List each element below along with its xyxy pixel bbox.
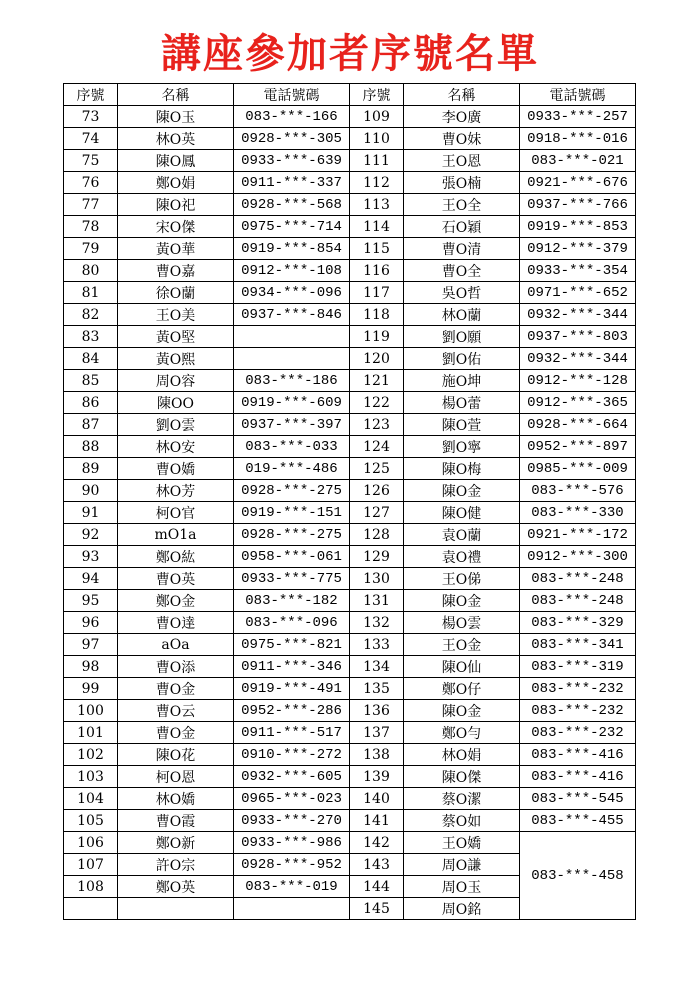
seq-cell: 84: [64, 348, 118, 370]
seq-cell: 127: [350, 502, 404, 524]
name-cell: 黃O熙: [118, 348, 234, 370]
name-cell: 徐O蘭: [118, 282, 234, 304]
phone-cell: [234, 898, 350, 920]
seq-cell: 105: [64, 810, 118, 832]
seq-cell: 103: [64, 766, 118, 788]
seq-cell: 73: [64, 106, 118, 128]
name-cell: 袁O蘭: [404, 524, 520, 546]
name-cell: 陳O祀: [118, 194, 234, 216]
phone-cell: 0933-***-639: [234, 150, 350, 172]
name-cell: 曹O霞: [118, 810, 234, 832]
seq-cell: 110: [350, 128, 404, 150]
name-cell: 鄭O娟: [118, 172, 234, 194]
table-row: [64, 150, 636, 172]
seq-cell: 123: [350, 414, 404, 436]
seq-cell: 143: [350, 854, 404, 876]
table-row: [64, 326, 636, 348]
phone-cell: 0919-***-491: [234, 678, 350, 700]
name-cell: 劉O寧: [404, 436, 520, 458]
phone-cell: 0934-***-096: [234, 282, 350, 304]
phone-cell: 083-***-329: [520, 612, 636, 634]
table-row: [64, 128, 636, 150]
seq-cell: 145: [350, 898, 404, 920]
table-row: [64, 524, 636, 546]
seq-cell: 130: [350, 568, 404, 590]
seq-cell: 113: [350, 194, 404, 216]
phone-cell: 083-***-545: [520, 788, 636, 810]
table-row: [64, 656, 636, 678]
seq-cell: 138: [350, 744, 404, 766]
name-cell: 曹O云: [118, 700, 234, 722]
name-cell: 陳O金: [404, 590, 520, 612]
seq-cell: 93: [64, 546, 118, 568]
name-cell: 吳O哲: [404, 282, 520, 304]
name-cell: 王O俤: [404, 568, 520, 590]
phone-cell: 0975-***-821: [234, 634, 350, 656]
table-row: [64, 106, 636, 128]
seq-cell: 140: [350, 788, 404, 810]
table-row: [64, 260, 636, 282]
phone-cell: 0928-***-275: [234, 480, 350, 502]
phone-cell: 0919-***-853: [520, 216, 636, 238]
table-row: [64, 744, 636, 766]
name-cell: 曹O達: [118, 612, 234, 634]
seq-cell: 111: [350, 150, 404, 172]
name-cell: 劉O佑: [404, 348, 520, 370]
name-cell: 周O玉: [404, 876, 520, 898]
seq-cell: 95: [64, 590, 118, 612]
name-cell: 曹O妹: [404, 128, 520, 150]
seq-cell: 125: [350, 458, 404, 480]
table-row: [64, 568, 636, 590]
phone-cell: 0919-***-151: [234, 502, 350, 524]
name-cell: 袁O禮: [404, 546, 520, 568]
seq-cell: 102: [64, 744, 118, 766]
seq-cell: 135: [350, 678, 404, 700]
phone-cell: 083-***-232: [520, 722, 636, 744]
seq-cell: 104: [64, 788, 118, 810]
phone-cell: 083-***-576: [520, 480, 636, 502]
seq-cell: 85: [64, 370, 118, 392]
seq-cell: 91: [64, 502, 118, 524]
name-cell: 王O恩: [404, 150, 520, 172]
name-cell: 黃O華: [118, 238, 234, 260]
phone-cell: 0928-***-664: [520, 414, 636, 436]
phone-cell: 0912-***-300: [520, 546, 636, 568]
phone-cell: 0910-***-272: [234, 744, 350, 766]
table-row: [64, 304, 636, 326]
seq-cell: 137: [350, 722, 404, 744]
seq-cell: 121: [350, 370, 404, 392]
name-cell: 陳OO: [118, 392, 234, 414]
phone-cell: 0937-***-397: [234, 414, 350, 436]
name-cell: 許O宗: [118, 854, 234, 876]
header-phone-left: 電話號碼: [234, 84, 350, 106]
seq-cell: 89: [64, 458, 118, 480]
phone-cell: [234, 348, 350, 370]
name-cell: 王O嬌: [404, 832, 520, 854]
table-row: [64, 634, 636, 656]
phone-cell: 083-***-096: [234, 612, 350, 634]
seq-cell: 144: [350, 876, 404, 898]
seq-cell: 109: [350, 106, 404, 128]
name-cell: 曹O嬌: [118, 458, 234, 480]
phone-cell: 083-***-186: [234, 370, 350, 392]
phone-cell: 083-***-455: [520, 810, 636, 832]
seq-cell: 136: [350, 700, 404, 722]
seq-cell: 92: [64, 524, 118, 546]
name-cell: 陳O玉: [118, 106, 234, 128]
table-row: [64, 172, 636, 194]
phone-cell: 0932-***-344: [520, 348, 636, 370]
name-cell: 陳O金: [404, 480, 520, 502]
table-body: [64, 106, 636, 920]
seq-cell: 101: [64, 722, 118, 744]
phone-cell: 083-***-319: [520, 656, 636, 678]
header-phone-right: 電話號碼: [520, 84, 636, 106]
name-cell: 林O芳: [118, 480, 234, 502]
seq-cell: 88: [64, 436, 118, 458]
seq-cell: 96: [64, 612, 118, 634]
seq-cell: 100: [64, 700, 118, 722]
table-row: [64, 436, 636, 458]
table-row: [64, 810, 636, 832]
name-cell: 陳O梅: [404, 458, 520, 480]
phone-cell: 0911-***-517: [234, 722, 350, 744]
name-cell: 鄭O英: [118, 876, 234, 898]
phone-cell: 083-***-232: [520, 678, 636, 700]
phone-cell: 083-***-248: [520, 590, 636, 612]
name-cell: 鄭O紘: [118, 546, 234, 568]
name-cell: 林O娟: [404, 744, 520, 766]
table-row: [64, 238, 636, 260]
phone-cell: 083-***-232: [520, 700, 636, 722]
header-seq-left: 序號: [64, 84, 118, 106]
seq-cell: 74: [64, 128, 118, 150]
seq-cell: 78: [64, 216, 118, 238]
phone-cell: 0975-***-714: [234, 216, 350, 238]
name-cell: mO1a: [118, 524, 234, 546]
name-cell: 曹O英: [118, 568, 234, 590]
seq-cell: 124: [350, 436, 404, 458]
seq-cell: 81: [64, 282, 118, 304]
name-cell: 李O廣: [404, 106, 520, 128]
name-cell: 周O謙: [404, 854, 520, 876]
seq-cell: 82: [64, 304, 118, 326]
name-cell: 蔡O如: [404, 810, 520, 832]
table-row: [64, 832, 636, 854]
name-cell: 林O英: [118, 128, 234, 150]
seq-cell: [64, 898, 118, 920]
seq-cell: 75: [64, 150, 118, 172]
seq-cell: 86: [64, 392, 118, 414]
name-cell: 曹O添: [118, 656, 234, 678]
phone-cell: 0933-***-270: [234, 810, 350, 832]
seq-cell: 131: [350, 590, 404, 612]
phone-cell: 083-***-033: [234, 436, 350, 458]
name-cell: 張O楠: [404, 172, 520, 194]
name-cell: 柯O恩: [118, 766, 234, 788]
seq-cell: 112: [350, 172, 404, 194]
name-cell: 楊O雲: [404, 612, 520, 634]
seq-cell: 98: [64, 656, 118, 678]
name-cell: 劉O雲: [118, 414, 234, 436]
phone-cell: 0921-***-676: [520, 172, 636, 194]
seq-cell: 115: [350, 238, 404, 260]
header-name-right: 名稱: [404, 84, 520, 106]
phone-cell: 083-***-416: [520, 744, 636, 766]
name-cell: 鄭O新: [118, 832, 234, 854]
phone-cell: 0911-***-346: [234, 656, 350, 678]
seq-cell: 77: [64, 194, 118, 216]
name-cell: 蔡O潔: [404, 788, 520, 810]
table-row: [64, 788, 636, 810]
name-cell: 曹O金: [118, 678, 234, 700]
phone-cell: 0928-***-275: [234, 524, 350, 546]
name-cell: 曹O全: [404, 260, 520, 282]
name-cell: 曹O清: [404, 238, 520, 260]
phone-cell: [234, 326, 350, 348]
name-cell: 楊O蕾: [404, 392, 520, 414]
header-name-left: 名稱: [118, 84, 234, 106]
participant-table: [63, 83, 636, 920]
phone-cell: 0912-***-128: [520, 370, 636, 392]
phone-cell: 083-***-166: [234, 106, 350, 128]
table-row: [64, 216, 636, 238]
table-row: [64, 348, 636, 370]
phone-cell: 0933-***-257: [520, 106, 636, 128]
phone-cell: 083-***-416: [520, 766, 636, 788]
phone-cell: 083-***-248: [520, 568, 636, 590]
seq-cell: 142: [350, 832, 404, 854]
seq-cell: 106: [64, 832, 118, 854]
phone-cell: 0912-***-108: [234, 260, 350, 282]
phone-cell: 0985-***-009: [520, 458, 636, 480]
table-row: [64, 678, 636, 700]
phone-cell: 0937-***-846: [234, 304, 350, 326]
phone-cell: 0912-***-365: [520, 392, 636, 414]
seq-cell: 128: [350, 524, 404, 546]
table-row: [64, 722, 636, 744]
phone-cell: 0918-***-016: [520, 128, 636, 150]
table-row: [64, 590, 636, 612]
table-row: [64, 458, 636, 480]
name-cell: 陳O傑: [404, 766, 520, 788]
table-row: [64, 480, 636, 502]
phone-cell: 0932-***-605: [234, 766, 350, 788]
seq-cell: 134: [350, 656, 404, 678]
phone-cell: 0937-***-803: [520, 326, 636, 348]
page-title: 講座參加者序號名單: [161, 31, 539, 77]
phone-cell: 083-***-021: [520, 150, 636, 172]
table-row: [64, 546, 636, 568]
phone-cell: 0965-***-023: [234, 788, 350, 810]
phone-cell: 0928-***-568: [234, 194, 350, 216]
seq-cell: 126: [350, 480, 404, 502]
seq-cell: 116: [350, 260, 404, 282]
seq-cell: 83: [64, 326, 118, 348]
table-header-row: [64, 84, 636, 106]
name-cell: 陳O健: [404, 502, 520, 524]
table-row: [64, 282, 636, 304]
phone-cell: 0937-***-766: [520, 194, 636, 216]
name-cell: aOa: [118, 634, 234, 656]
name-cell: 王O金: [404, 634, 520, 656]
seq-cell: 132: [350, 612, 404, 634]
seq-cell: 80: [64, 260, 118, 282]
table-row: [64, 502, 636, 524]
seq-cell: 117: [350, 282, 404, 304]
phone-cell: 0933-***-354: [520, 260, 636, 282]
name-cell: 鄭O勻: [404, 722, 520, 744]
seq-cell: 120: [350, 348, 404, 370]
phone-cell: 0952-***-897: [520, 436, 636, 458]
name-cell: 鄭O仔: [404, 678, 520, 700]
name-cell: 陳O花: [118, 744, 234, 766]
seq-cell: 97: [64, 634, 118, 656]
phone-cell: 083-***-019: [234, 876, 350, 898]
table-row: [64, 700, 636, 722]
name-cell: 陳O金: [404, 700, 520, 722]
phone-cell: 0928-***-305: [234, 128, 350, 150]
phone-cell: 083-***-330: [520, 502, 636, 524]
name-cell: 王O全: [404, 194, 520, 216]
seq-cell: 114: [350, 216, 404, 238]
name-cell: 曹O金: [118, 722, 234, 744]
name-cell: 陳O鳳: [118, 150, 234, 172]
name-cell: 劉O願: [404, 326, 520, 348]
seq-cell: 87: [64, 414, 118, 436]
table-row: [64, 766, 636, 788]
name-cell: 黃O堅: [118, 326, 234, 348]
seq-cell: 107: [64, 854, 118, 876]
seq-cell: 99: [64, 678, 118, 700]
name-cell: 柯O官: [118, 502, 234, 524]
name-cell: 石O穎: [404, 216, 520, 238]
name-cell: 宋O傑: [118, 216, 234, 238]
table-row: [64, 612, 636, 634]
table-row: [64, 194, 636, 216]
name-cell: 陳O仙: [404, 656, 520, 678]
seq-cell: 133: [350, 634, 404, 656]
seq-cell: 94: [64, 568, 118, 590]
name-cell: 鄭O金: [118, 590, 234, 612]
name-cell: 王O美: [118, 304, 234, 326]
seq-cell: 141: [350, 810, 404, 832]
seq-cell: 118: [350, 304, 404, 326]
name-cell: [118, 898, 234, 920]
header-seq-right: 序號: [350, 84, 404, 106]
seq-cell: 122: [350, 392, 404, 414]
phone-cell: 0919-***-854: [234, 238, 350, 260]
table-row: [64, 414, 636, 436]
phone-cell: 0921-***-172: [520, 524, 636, 546]
phone-cell: 0912-***-379: [520, 238, 636, 260]
phone-cell: 0971-***-652: [520, 282, 636, 304]
table-row: [64, 392, 636, 414]
phone-cell: 0928-***-952: [234, 854, 350, 876]
seq-cell: 139: [350, 766, 404, 788]
name-cell: 施O坤: [404, 370, 520, 392]
phone-cell: 0919-***-609: [234, 392, 350, 414]
phone-cell: 083-***-182: [234, 590, 350, 612]
seq-cell: 129: [350, 546, 404, 568]
seq-cell: 108: [64, 876, 118, 898]
phone-cell: 083-***-341: [520, 634, 636, 656]
phone-cell: 0933-***-986: [234, 832, 350, 854]
phone-cell: 0952-***-286: [234, 700, 350, 722]
name-cell: 林O蘭: [404, 304, 520, 326]
seq-cell: 76: [64, 172, 118, 194]
merged-phone-cell: 083-***-458: [520, 832, 636, 920]
seq-cell: 79: [64, 238, 118, 260]
phone-cell: 019-***-486: [234, 458, 350, 480]
name-cell: 林O安: [118, 436, 234, 458]
name-cell: 周O容: [118, 370, 234, 392]
name-cell: 林O嬌: [118, 788, 234, 810]
phone-cell: 0932-***-344: [520, 304, 636, 326]
seq-cell: 119: [350, 326, 404, 348]
name-cell: 曹O嘉: [118, 260, 234, 282]
name-cell: 陳O萱: [404, 414, 520, 436]
phone-cell: 0958-***-061: [234, 546, 350, 568]
seq-cell: 90: [64, 480, 118, 502]
phone-cell: 0933-***-775: [234, 568, 350, 590]
table-row: [64, 370, 636, 392]
name-cell: 周O銘: [404, 898, 520, 920]
phone-cell: 0911-***-337: [234, 172, 350, 194]
